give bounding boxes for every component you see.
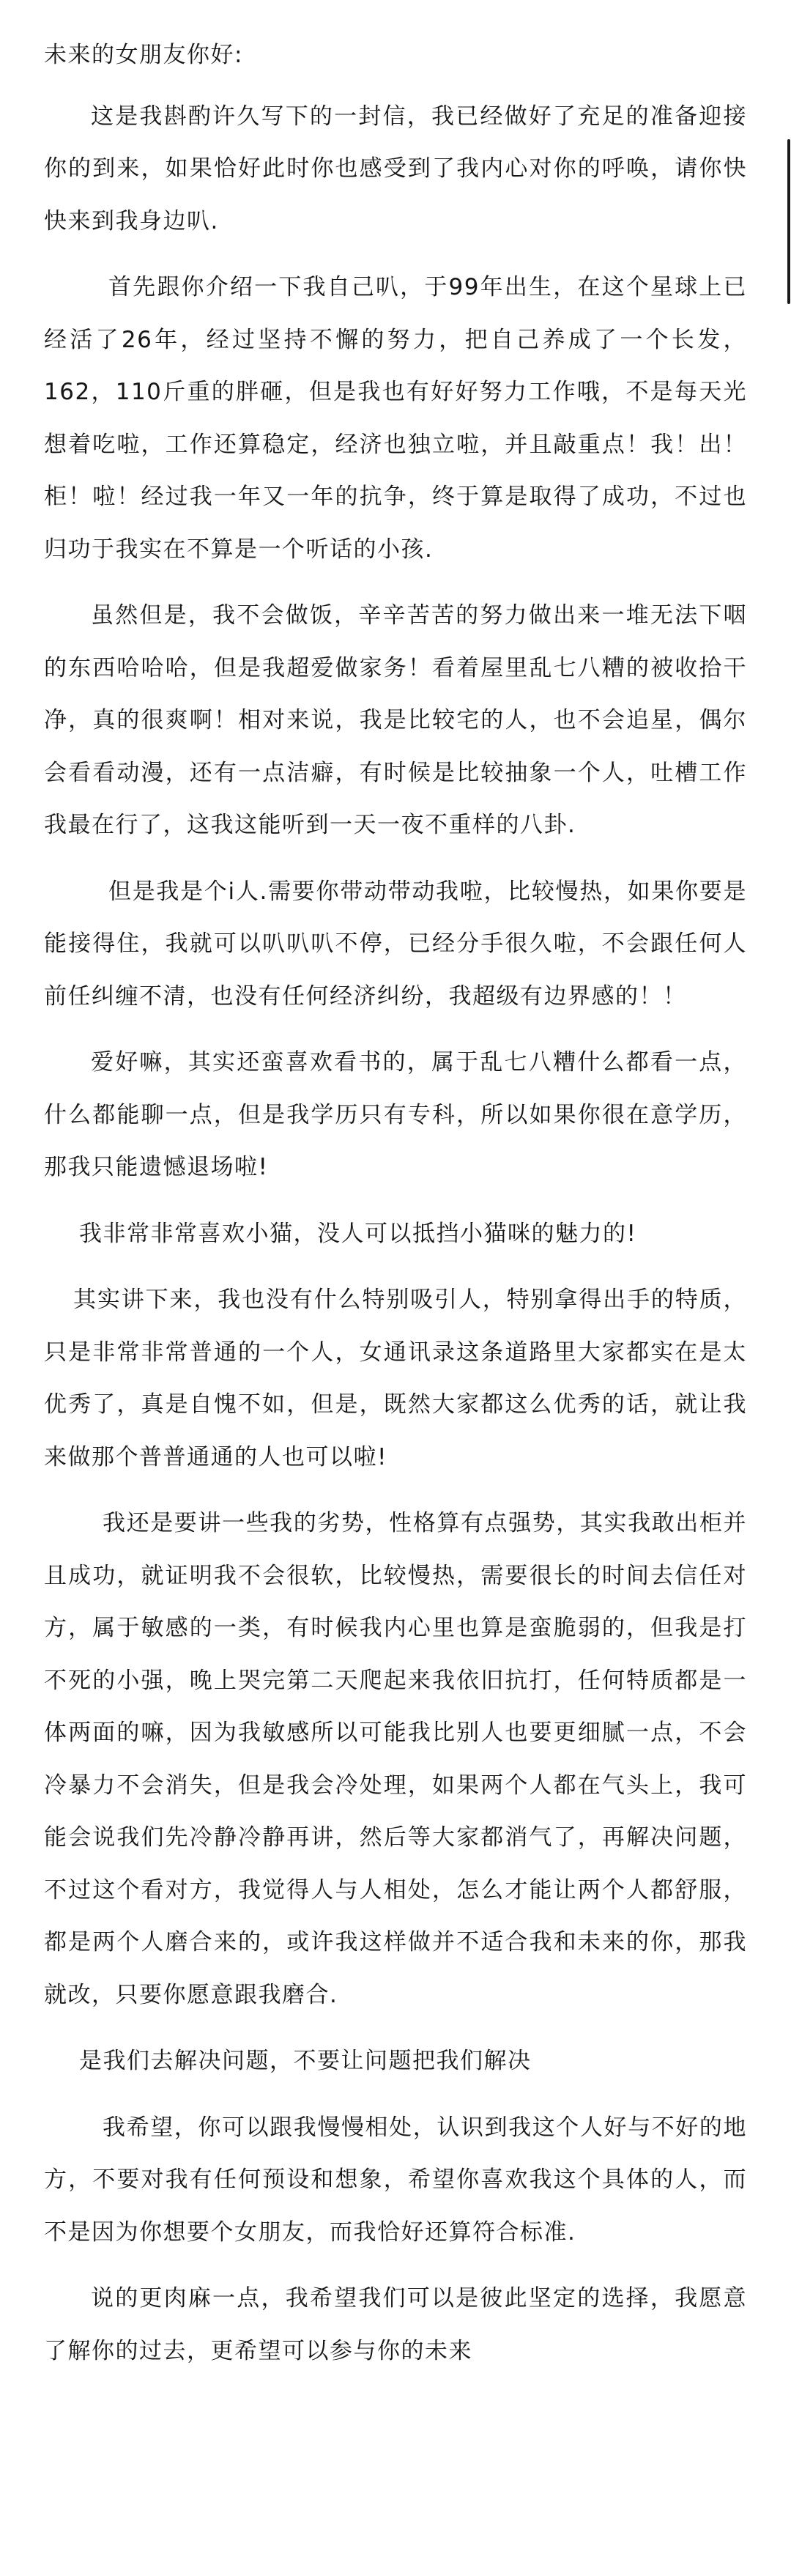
letter-paragraph-hope: 我希望，你可以跟我慢慢相处，认识到我这个人好与不好的地方，不要对我有任何预设和想象，希望你喜欢我这个具体的人，而不是因为你想要个女朋友，而我恰好还算符合标准. bbox=[44, 2114, 747, 2246]
letter-paragraph-hobbies: 爱好嘛，其实还蛮喜欢看书的，属于乱七八糟什么都看一点，什么都能聊一点，但是我学历只有专科，所以如果你很在意学历，那我只能遗憾退场啦! bbox=[44, 1049, 747, 1180]
letter-paragraph-self-intro: 首先跟你介绍一下我自己叭，于99年出生，在这个星球上已经活了26年，经过坚持不懈的努力，把自己养成了一个长发，162，110斤重的胖砸，但是我也有好好努力工作哦，不是每天光想着吃啦，工作还算稳定，经济也独立啦，并且敲重点！我！出！柜！啦！经过我一年又一年的抗争，终于算是取得了成功，不过也归功于我实在不算是一个听话的小孩. bbox=[44, 274, 747, 563]
letter-paragraph-cats: 我非常非常喜欢小猫，没人可以抵挡小猫咪的魅力的! bbox=[79, 1220, 637, 1247]
letter-paragraph-weaknesses: 我还是要讲一些我的劣势，性格算有点强势，其实我敢出柜并且成功，就证明我不会很软，比较慢热，需要很长的时间去信任对方，属于敏感的一类，有时候我内心里也算是蛮脆弱的，但我是打不死的小强，晚上哭完第二天爬起来我依旧抗打，任何特质都是一体两面的嘛，因为我敏感所以可能我比别人也要更细腻一点，不会冷暴力不会消失，但是我会冷处理，如果两个人都在气头上，我可能会说我们先冷静冷静再讲，然后等大家都消气了，再解决问题，不过这个看对方，我觉得人与人相处，怎么才能让两个人都舒服，都是两个人磨合来的，或许我这样做并不适合我和未来的你，那我就改，只要你愿意跟我磨合. bbox=[44, 1510, 747, 2008]
letter-body bbox=[44, 29, 747, 2391]
letter-paragraph-ordinary: 其实讲下来，我也没有什么特别吸引人，特别拿得出手的特质，只是非常非常普通的一个人，女通讯录这条道路里大家都实在是太优秀了，真是自愧不如，但是，既然大家都这么优秀的话，就让我来做那个普普通通的人也可以啦! bbox=[44, 1287, 747, 1470]
letter-paragraph-motto: 是我们去解决问题，不要让问题把我们解决 bbox=[79, 2048, 532, 2074]
letter-salutation: 未来的女朋友你好: bbox=[44, 42, 243, 68]
letter-paragraph-habits: 虽然但是，我不会做饭，辛辛苦苦的努力做出来一堆无法下咽的东西哈哈哈，但是我超爱做家务！看着屋里乱七八糟的被收拾干净，真的很爽啊！相对来说，我是比较宅的人，也不会追星，偶尔会看看动漫，还有一点洁癖，有时候是比较抽象一个人，吐槽工作我最在行了，这我这能听到一天一夜不重样的八卦. bbox=[44, 602, 747, 838]
letter-paragraph-personality: 但是我是个i人.需要你带动带动我啦，比较慢热，如果你要是能接得住，我就可以叭叭叭不停，已经分手很久啦，不会跟任何人前任纠缠不清，也没有任何经济纠纷，我超级有边界感的！！ bbox=[44, 878, 747, 1010]
scrollbar-thumb[interactable] bbox=[787, 139, 790, 304]
letter-paragraph-intro: 这是我斟酌许久写下的一封信，我已经做好了充足的准备迎接你的到来，如果恰好此时你也感受到了我内心对你的呼唤，请你快快来到我身边叭. bbox=[44, 103, 747, 234]
scrollbar[interactable] bbox=[787, 0, 791, 2576]
letter-paragraph-closing: 说的更肉麻一点，我希望我们可以是彼此坚定的选择，我愿意了解你的过去，更希望可以参与你的未来 bbox=[44, 2285, 747, 2364]
